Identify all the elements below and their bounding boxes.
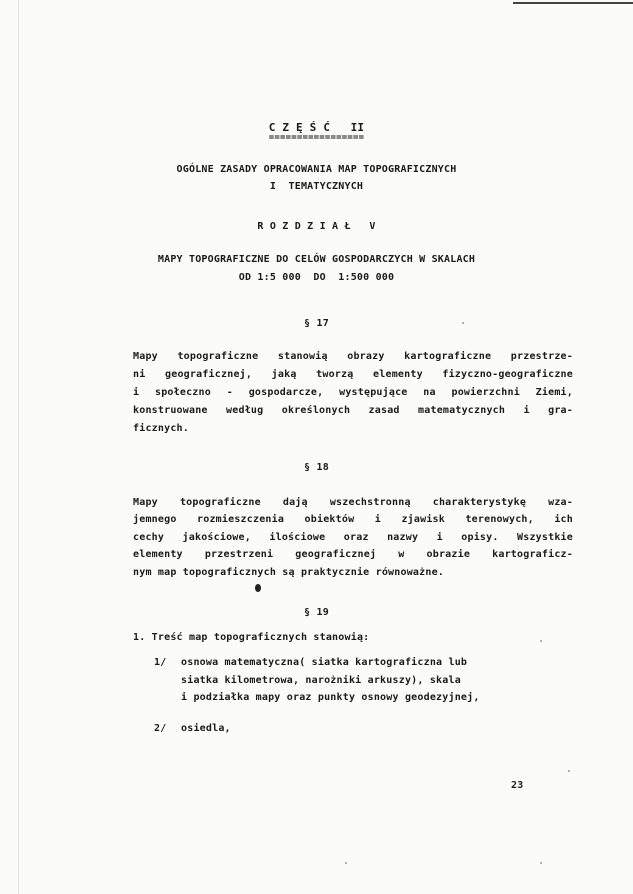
subtitle-line-2: I TEMATYCZNYCH: [269, 181, 364, 192]
section-18-line-1: Mapy topograficzne dają wszechstronną charakterystykę wza-: [133, 497, 573, 508]
section-17-line-4: konstruowane według określonych zasad matematycznych i gra-: [133, 405, 573, 416]
ink-blot: [255, 584, 261, 592]
subtitle-line-1: OGÓLNE ZASADY OPRACOWANIA MAP TOPOGRAFICZNYCH: [176, 164, 457, 175]
section-17-line-3: i społeczno - gospodarcze, występujące na powierzchni Ziemi,: [133, 387, 573, 398]
section-19-intro: 1. Treść map topograficznych stanowią:: [133, 632, 370, 643]
item-1-line-2: siatka kilometrowa, narożniki arkuszy), skala: [181, 675, 461, 686]
item-1-line-3: i podziałka mapy oraz punkty osnowy geodezyjnej,: [181, 692, 480, 703]
item-1-number: 1/: [154, 657, 167, 668]
scan-speck: [568, 770, 570, 772]
scan-edge-top: [513, 2, 633, 4]
scan-speck: [345, 862, 347, 864]
section-17-line-2: ni geograficznej, jaką tworzą elementy fizyczno-geograficzne: [133, 369, 573, 380]
item-1-line-1: osnowa matematyczna( siatka kartograficzna lub: [181, 657, 468, 668]
section-18-heading: § 18: [304, 462, 329, 473]
section-17-heading: § 17: [304, 318, 329, 329]
item-2-number: 2/: [154, 723, 167, 734]
chapter-subtitle-line-2: OD 1:5 000 DO 1:500 000: [238, 272, 395, 283]
section-18-line-5: nym map topograficznych są praktycznie równoważne.: [133, 567, 445, 578]
section-19-heading: § 19: [304, 607, 329, 618]
chapter-subtitle-line-1: MAPY TOPOGRAFICZNE DO CELÓW GOSPODARCZYCH W SKALACH: [157, 254, 476, 265]
page-number: 23: [511, 780, 524, 791]
section-17-line-5: ficznych.: [133, 423, 189, 434]
section-18-line-4: elementy przestrzeni geograficznej w obrazie kartograficz-: [133, 549, 573, 560]
scan-speck: [462, 322, 464, 324]
section-18-line-2: jemnego rozmieszczenia obiektów i zjawisk terenowych, ich: [133, 514, 573, 525]
scan-speck: [540, 862, 542, 864]
item-2-line-1: osiedla,: [181, 723, 231, 734]
part-title-underline: =================: [268, 133, 365, 143]
chapter-title: R O Z D Z I A Ł V: [257, 221, 376, 232]
section-18-line-3: cechy jakościowe, ilościowe oraz nazwy i opisy. Wszystkie: [133, 532, 573, 543]
section-17-line-1: Mapy topograficzne stanowią obrazy kartograficzne przestrze-: [133, 351, 573, 362]
scan-speck: [540, 640, 542, 642]
part-title: C Z Ę Ś Ć II: [268, 121, 365, 134]
